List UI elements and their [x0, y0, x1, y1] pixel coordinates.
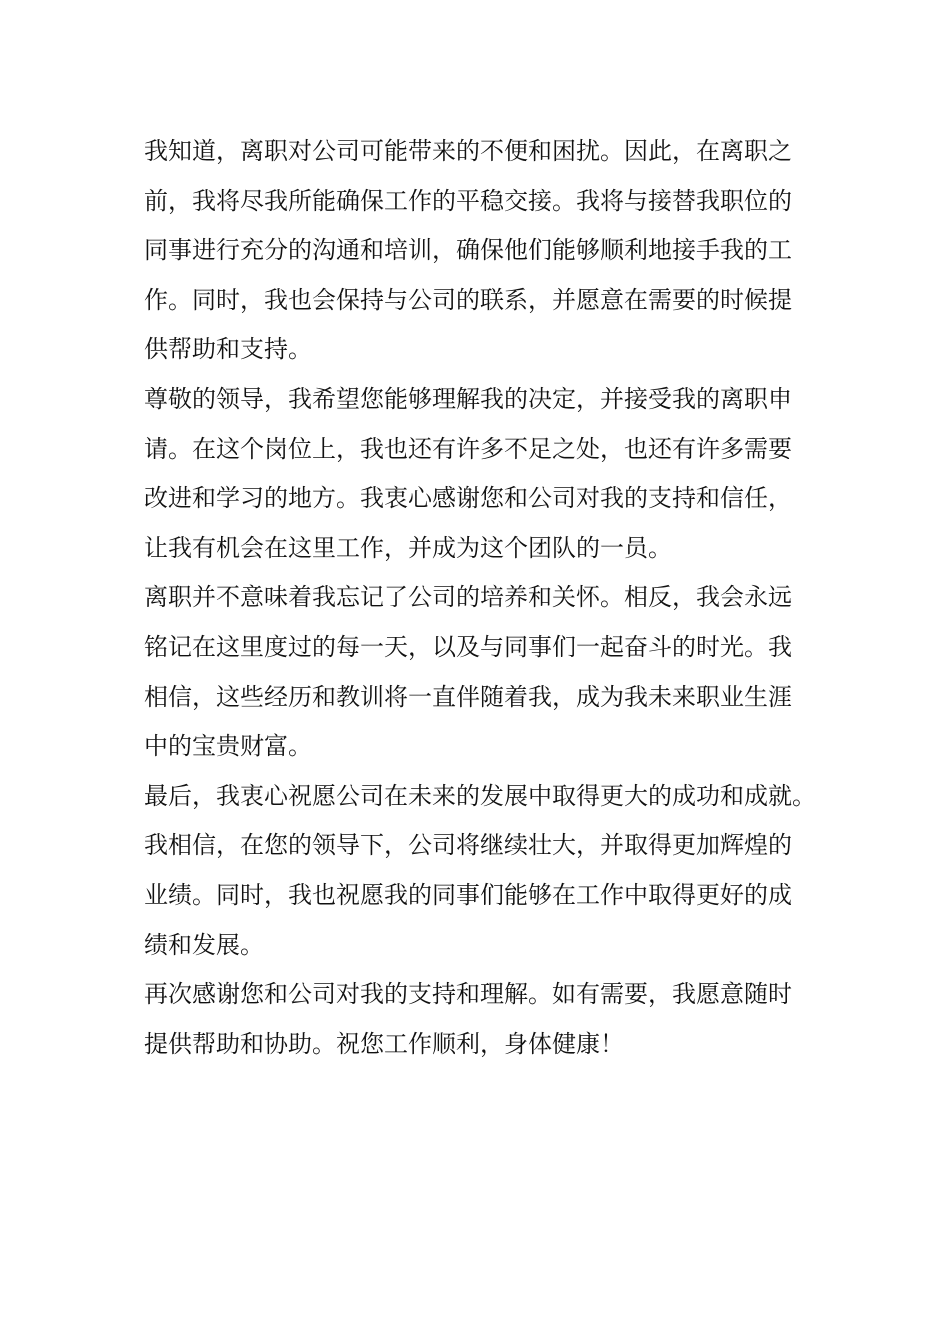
- text-line: 绩和发展。: [144, 930, 264, 959]
- text-line: 请。在这个岗位上，我也还有许多不足之处，也还有许多需要: [144, 434, 792, 463]
- text-line: 我相信，在您的领导下，公司将继续壮大，并取得更加辉煌的: [144, 831, 792, 860]
- text-line: 前，我将尽我所能确保工作的平稳交接。我将与接替我职位的: [144, 186, 792, 215]
- text-line: 铭记在这里度过的每一天，以及与同事们一起奋斗的时光。我: [144, 632, 792, 661]
- text-line: 我知道，离职对公司可能带来的不便和困扰。因此，在离职之: [144, 137, 792, 165]
- text-line: 让我有机会在这里工作，并成为这个团队的一员。: [144, 533, 672, 562]
- text-line: 业绩。同时，我也祝愿我的同事们能够在工作中取得更好的成: [144, 880, 792, 909]
- paragraph-handover: [144, 127, 824, 375]
- text-line: 提供帮助和协助。祝您工作顺利，身体健康！: [144, 1029, 624, 1058]
- letter-body: [144, 127, 824, 1069]
- text-line: 同事进行充分的沟通和培训，确保他们能够顺利地接手我的工: [144, 236, 792, 265]
- text-line: 改进和学习的地方。我衷心感谢您和公司对我的支持和信任，: [144, 484, 792, 513]
- text-line: 离职并不意味着我忘记了公司的培养和关怀。相反，我会永远: [144, 583, 792, 612]
- text-line: 再次感谢您和公司对我的支持和理解。如有需要，我愿意随时: [144, 980, 792, 1009]
- paragraph-wishes: [144, 772, 824, 970]
- paragraph-gratitude: [144, 573, 824, 771]
- text-line: 相信，这些经历和教训将一直伴随着我，成为我未来职业生涯: [144, 682, 792, 711]
- paragraph-closing: [144, 970, 824, 1069]
- text-line: 中的宝贵财富。: [144, 732, 312, 761]
- paragraph-request: [144, 375, 824, 573]
- text-line: 供帮助和支持。: [144, 335, 312, 364]
- text-line: 尊敬的领导，我希望您能够理解我的决定，并接受我的离职申: [144, 384, 792, 413]
- text-line: 最后，我衷心祝愿公司在未来的发展中取得更大的成功和成就。: [144, 781, 816, 810]
- text-line: 作。同时，我也会保持与公司的联系，并愿意在需要的时候提: [144, 285, 792, 314]
